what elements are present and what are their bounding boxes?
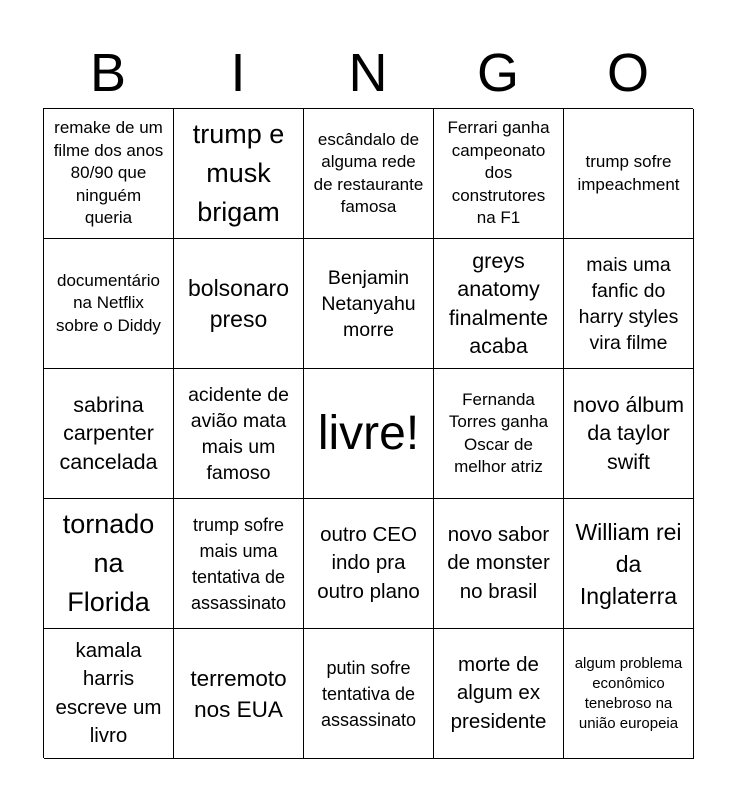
cell-text: tornado na Florida (62, 509, 155, 617)
cell-text: documentário na Netflix sobre o Diddy (56, 270, 161, 335)
cell-text: novo álbum da taylor swift (572, 392, 685, 474)
bingo-cell[interactable] (434, 499, 564, 629)
cell-text: acidente de avião mata mais um famoso (188, 383, 289, 484)
header-letter-g: G (476, 43, 519, 103)
bingo-cell[interactable] (564, 499, 694, 629)
cell-text: greys anatomy finalmente acaba (448, 248, 549, 358)
bingo-cell[interactable] (434, 239, 564, 369)
free-space-text: livre! (317, 406, 420, 460)
cell-text: escândalo de alguma rede de restaurante famosa (313, 129, 424, 216)
bingo-board (43, 108, 693, 758)
bingo-cell[interactable] (564, 629, 694, 759)
cell-text: novo sabor de monster no brasil (447, 522, 550, 603)
bingo-cell[interactable] (304, 629, 434, 759)
bingo-cell[interactable] (44, 499, 174, 629)
bingo-cell[interactable] (304, 499, 434, 629)
bingo-cell[interactable] (304, 239, 434, 369)
bingo-cell[interactable] (44, 369, 174, 499)
free-space-cell[interactable] (304, 369, 434, 499)
cell-text: Benjamin Netanyahu morre (321, 266, 416, 341)
cell-text: outro CEO indo pra outro plano (317, 522, 420, 603)
bingo-cell[interactable] (44, 109, 174, 239)
cell-text: William rei da Inglaterra (575, 518, 682, 609)
bingo-cell[interactable] (564, 109, 694, 239)
cell-text: terremoto nos EUA (190, 665, 287, 722)
cell-text: bolsonaro preso (187, 274, 290, 332)
cell-text: putin sofre tentativa de assassinato (320, 657, 417, 730)
cell-text: remake de um filme dos anos 80/90 que ninguém queria (53, 118, 164, 228)
bingo-cell[interactable] (174, 109, 304, 239)
cell-text: Fernanda Torres ganha Oscar de melhor atriz (448, 389, 549, 476)
bingo-cell[interactable] (174, 239, 304, 369)
header-letter-o: O (606, 43, 649, 103)
cell-text: sabrina carpenter cancelada (59, 392, 158, 474)
bingo-cell[interactable] (174, 369, 304, 499)
bingo-cell[interactable] (44, 239, 174, 369)
bingo-cell[interactable] (564, 239, 694, 369)
bingo-cell[interactable] (434, 109, 564, 239)
header-letter-i: I (230, 43, 246, 103)
cell-text: trump e musk brigam (192, 119, 285, 227)
bingo-header (43, 38, 693, 108)
cell-text: mais uma fanfic do harry styles vira filme (578, 253, 679, 354)
bingo-cell[interactable] (304, 109, 434, 239)
bingo-cell[interactable] (174, 629, 304, 759)
cell-text: algum problema econômico tenebroso na união europeia (574, 654, 683, 732)
cell-text: kamala harris escreve um livro (55, 638, 162, 747)
cell-text: morte de algum ex presidente (450, 652, 547, 733)
header-letter-n: N (348, 43, 388, 103)
cell-text: Ferrari ganha campeonato dos construtores na F1 (447, 118, 550, 228)
bingo-cell[interactable] (434, 369, 564, 499)
header-letter-b: B (89, 43, 127, 103)
cell-text: trump sofre impeachment (577, 152, 680, 194)
bingo-cell[interactable] (174, 499, 304, 629)
bingo-cell[interactable] (44, 629, 174, 759)
cell-text: trump sofre mais uma tentativa de assassinato (190, 514, 287, 613)
bingo-cell[interactable] (434, 629, 564, 759)
bingo-cell[interactable] (564, 369, 694, 499)
